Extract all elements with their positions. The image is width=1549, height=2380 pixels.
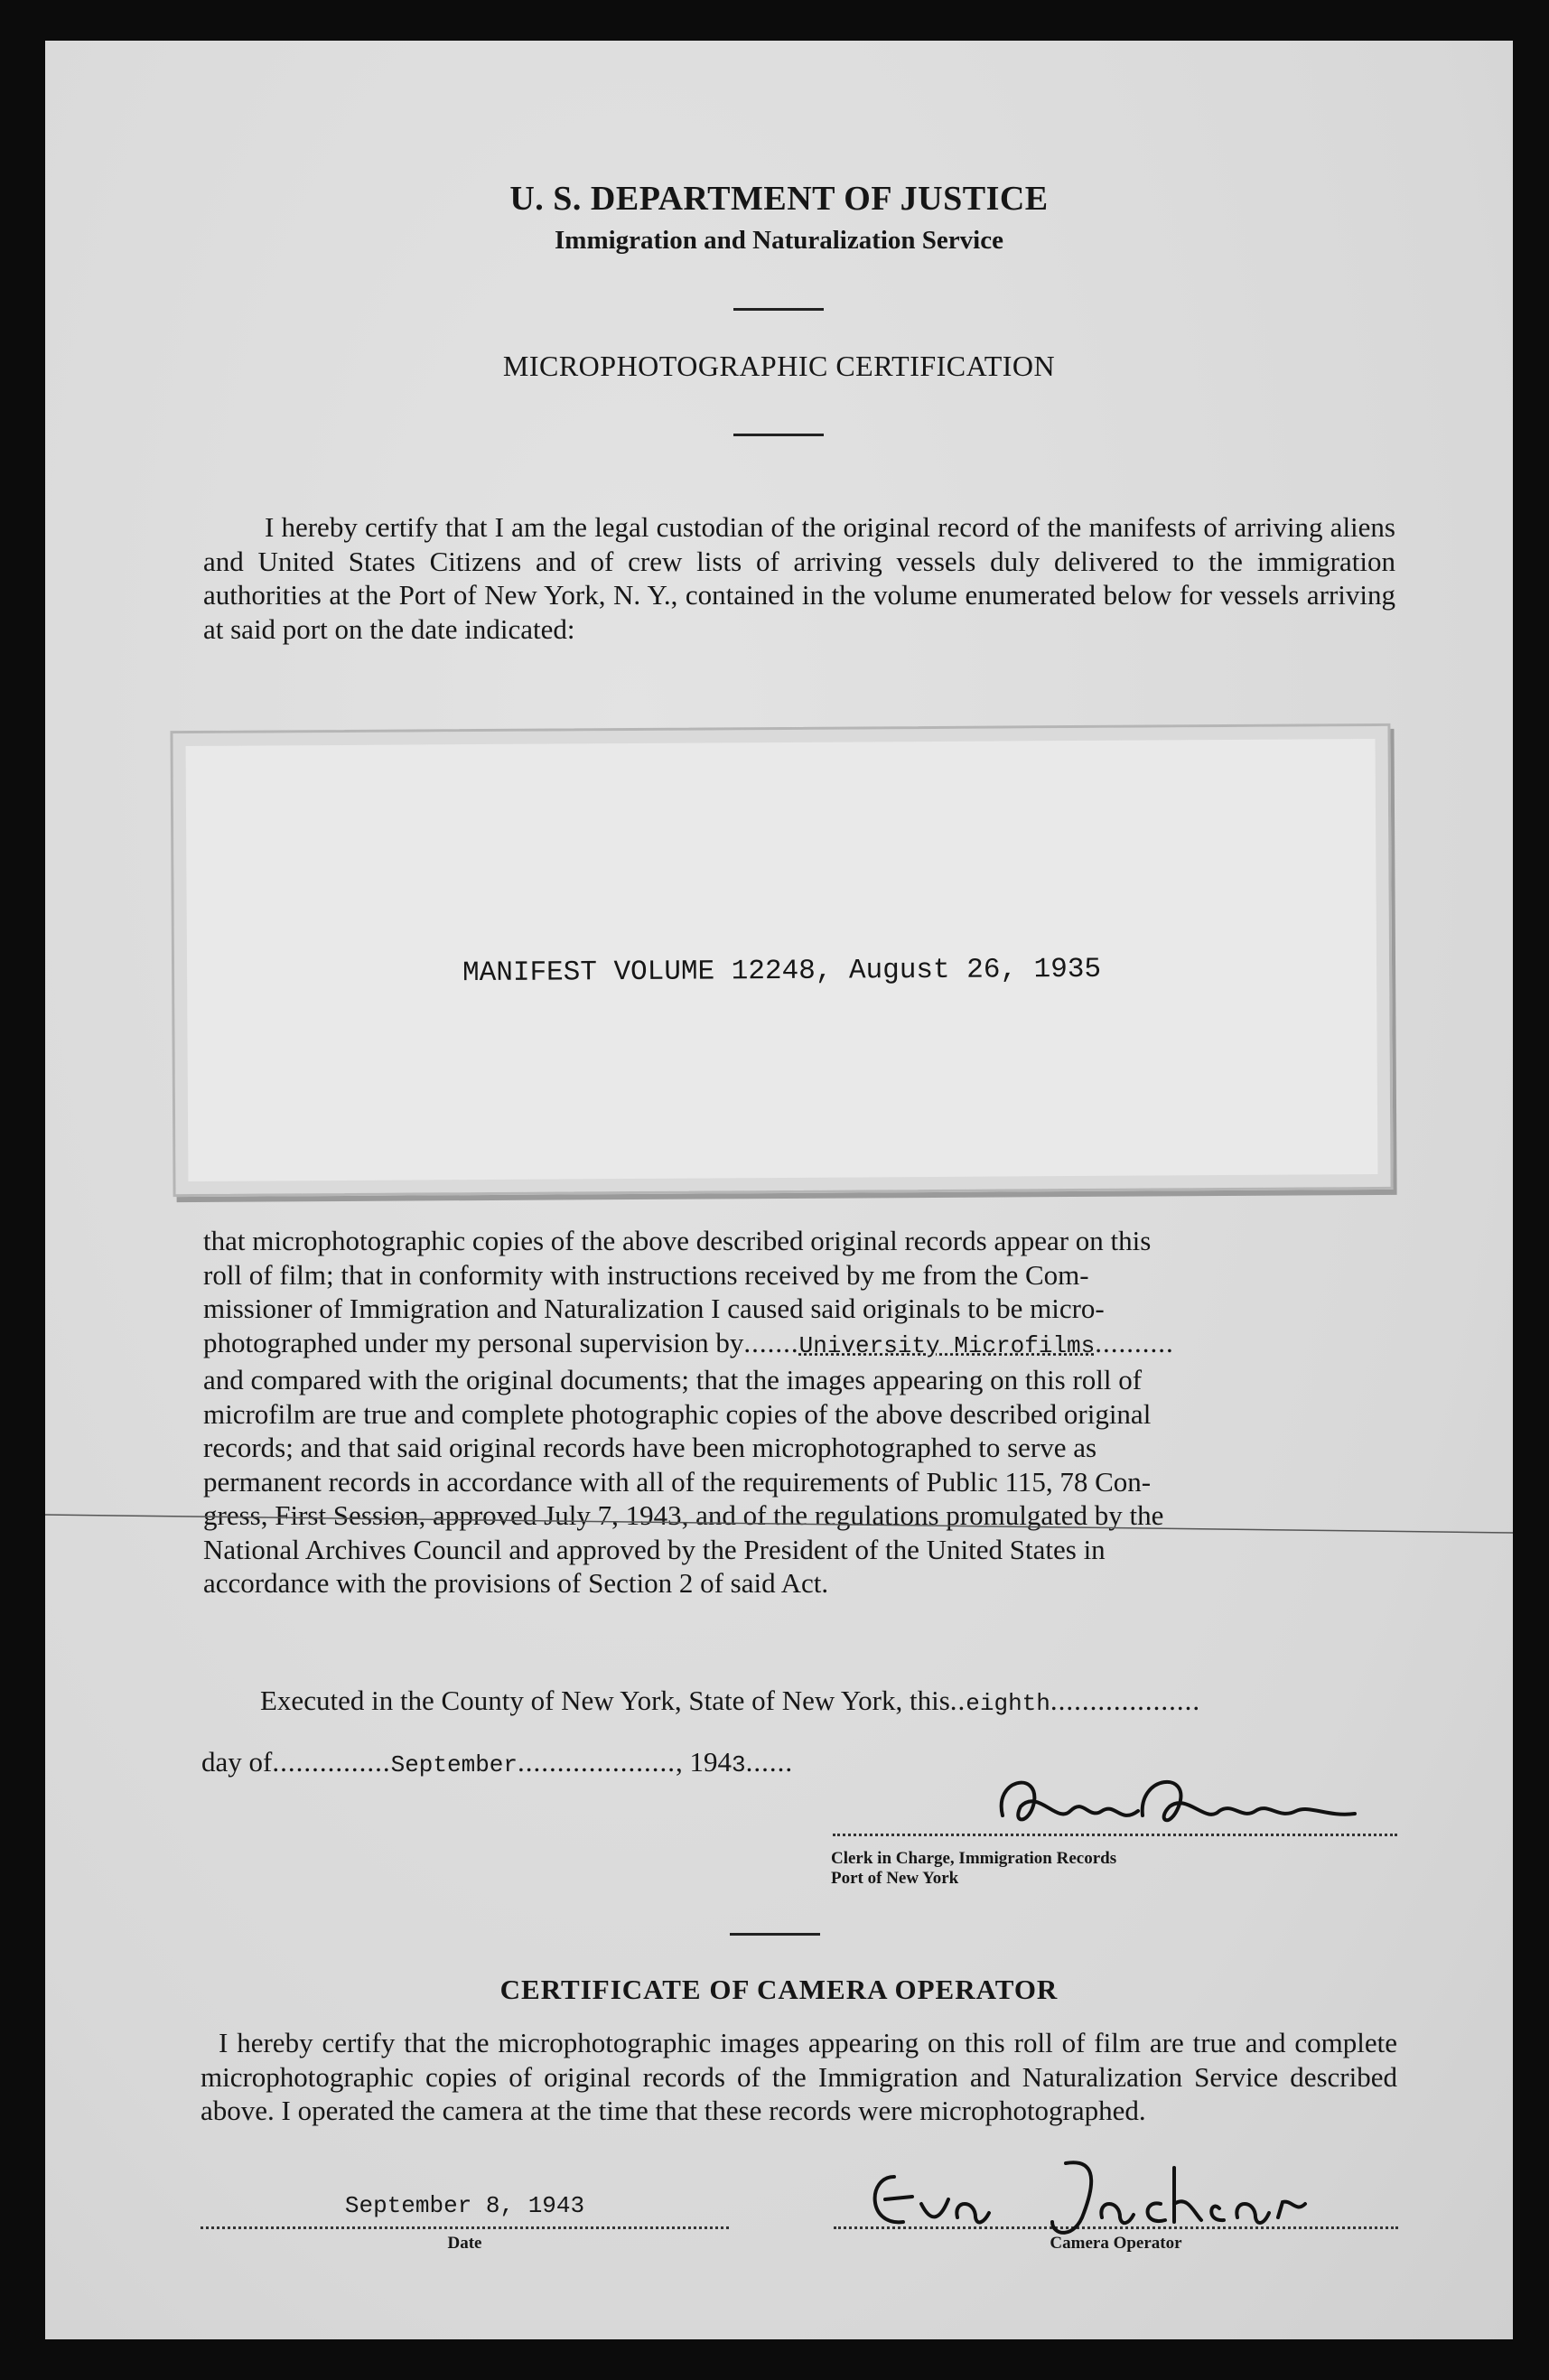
service-subtitle: Immigration and Naturalization Service: [555, 226, 1003, 255]
operator-label: Camera Operator: [1050, 2234, 1182, 2253]
certificate-sheet: [45, 41, 1513, 2339]
operator-signature: [858, 2150, 1364, 2240]
divider-rule: [733, 308, 824, 311]
divider-rule: [733, 434, 824, 436]
date-field: [201, 2190, 729, 2229]
photographer-name: University Microfilms: [798, 1331, 1096, 1359]
certificate-title: MICROPHOTOGRAPHIC CERTIFICATION: [502, 350, 1056, 382]
execution-line: Executed in the County of New York, State of New York, this..eighth...................: [260, 1685, 1201, 1717]
execution-month: September: [390, 1751, 518, 1778]
clerk-title: [831, 1849, 1116, 1889]
body-line: microfilm are true and complete photographic copies of the above described original: [203, 1397, 1152, 1430]
volume-label-card: [170, 723, 1393, 1197]
body-line: and compared with the original documents; that the images appearing on this roll of: [203, 1364, 1143, 1395]
clerk-title-line: Port of New York: [831, 1869, 959, 1888]
day-of-prefix: day of: [201, 1746, 273, 1778]
body-line: roll of film; that in conformity with instructions received by me from the Com-: [203, 1258, 1089, 1291]
year-digit: 3: [732, 1751, 746, 1778]
date-label: Date: [447, 2234, 482, 2253]
clerk-title-line: Clerk in Charge, Immigration Records: [831, 1849, 1117, 1868]
execution-prefix: Executed in the County of New York, State of New York, this: [260, 1685, 950, 1716]
manifest-volume-text: MANIFEST VOLUME 12248, August 26, 1935: [462, 953, 1102, 990]
body-line: records; and that said original records have been microphotographed to serve as: [203, 1432, 1097, 1463]
execution-date-line: day of...............September...................., 1943......: [201, 1746, 794, 1778]
body-line-prefix: photographed under my personal supervision by: [203, 1326, 744, 1358]
year-prefix: , 194: [676, 1746, 733, 1778]
intro-paragraph: I hereby certify that I am the legal custodian of the original record of the manifests of arriving aliens and United States Citizens and of crew lists of arriving vessels duly delivered to the immigration authorities at the Port of New York, N. Y., contained in the volume enumerated below for vessels arriving at said port on the date indicated:: [203, 511, 1395, 645]
camera-operator-title: CERTIFICATE OF CAMERA OPERATOR: [499, 1974, 1059, 2005]
body-line: gress, First Session, approved July 7, 1943, and of the regulations promulgated by the: [203, 1499, 1164, 1531]
body-line: permanent records in accordance with all of the requirements of Public 115, 78 Con-: [203, 1465, 1152, 1498]
camera-operator-paragraph: I hereby certify that the microphotographic images appearing on this roll of film are true and complete microphotographic copies of original records of the Immigration and Naturalization Service described above. I operated the camera at the time that these records were microphotographed.: [201, 2027, 1397, 2126]
execution-day: eighth: [966, 1690, 1050, 1717]
clerk-signature: [984, 1761, 1364, 1843]
body-line-photographer: photographed under my personal supervision by.......University Microfilms..........: [203, 1326, 1174, 1359]
body-line: that microphotographic copies of the above described original records appear on this: [203, 1225, 1152, 1256]
department-title: U. S. DEPARTMENT OF JUSTICE: [509, 180, 1049, 218]
date-value: September 8, 1943: [344, 2192, 585, 2219]
scratch-mark: [45, 1497, 1513, 1551]
divider-rule: [730, 1933, 820, 1936]
body-line: National Archives Council and approved by the President of the United States in: [203, 1533, 1106, 1565]
body-line: accordance with the provisions of Section 2 of said Act.: [203, 1567, 829, 1599]
body-line: missioner of Immigration and Naturalization I caused said originals to be micro-: [203, 1293, 1105, 1324]
